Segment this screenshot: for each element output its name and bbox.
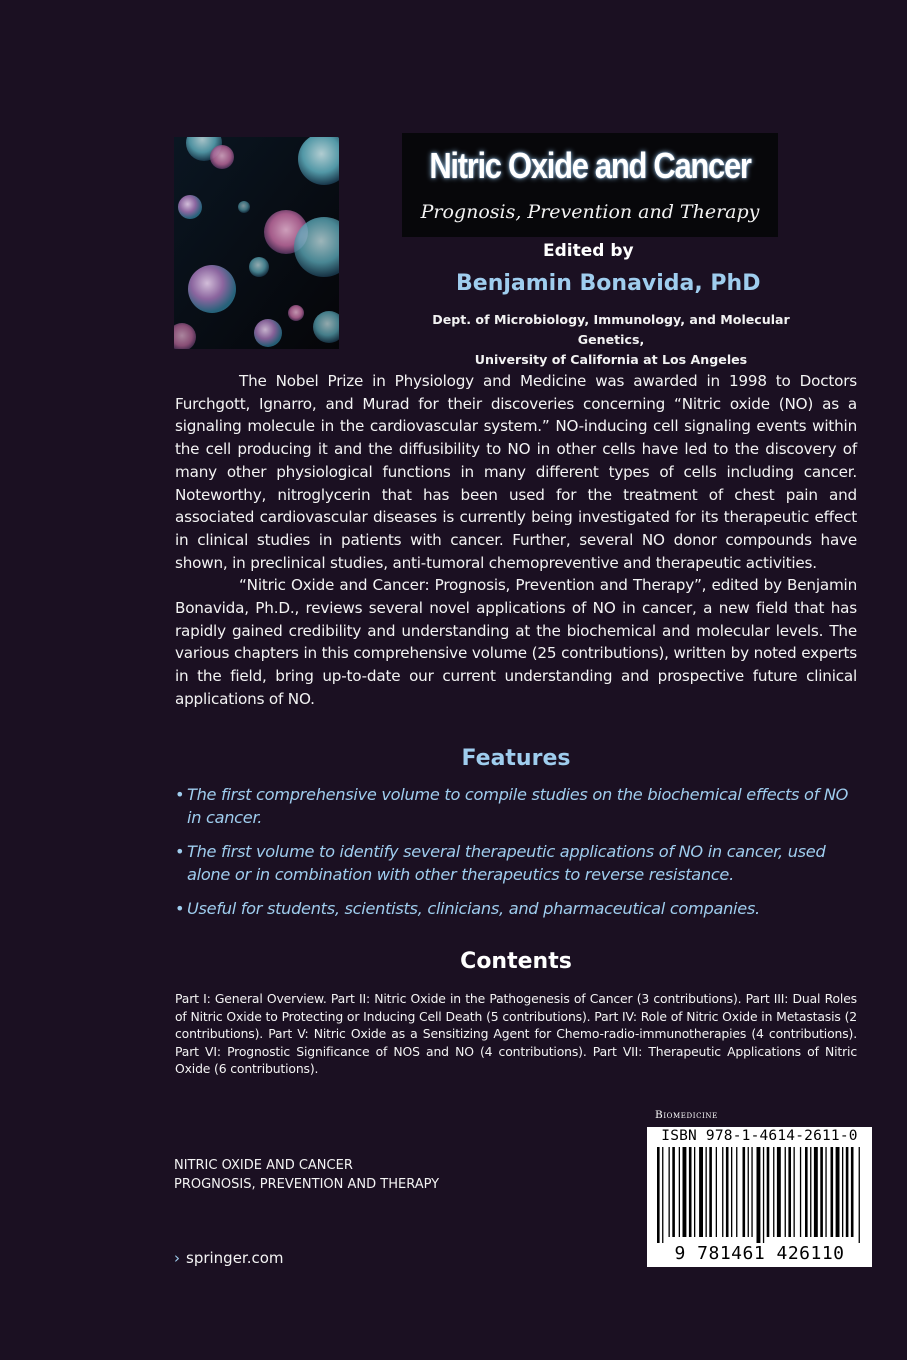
book-subtitle: Prognosis, Prevention and Therapy	[420, 201, 760, 223]
feature-text: The first comprehensive volume to compile studies on the biochemical effects of NO in cancer.	[187, 785, 849, 827]
barcode-bar	[751, 1147, 752, 1237]
barcode-bar	[846, 1147, 849, 1237]
springer-link[interactable]	[174, 1249, 284, 1267]
list-item	[175, 783, 857, 829]
barcode-bar	[716, 1147, 717, 1237]
list-item	[175, 897, 857, 920]
book-title: Nitric Oxide and Cancer	[429, 145, 751, 186]
series-label: Biomedicine	[655, 1109, 718, 1121]
barcode-bar	[731, 1147, 732, 1237]
affiliation-line: University of California at Los Angeles	[474, 352, 748, 367]
editor-affiliation	[402, 310, 820, 370]
footer-title-line: PROGNOSIS, PREVENTION AND THERAPY	[174, 1177, 440, 1192]
barcode-bar	[814, 1147, 818, 1237]
barcode-bar	[683, 1147, 687, 1237]
description-paragraph: The Nobel Prize in Physiology and Medicine was awarded in 1998 to Doctors Furchgott, Ignarro, and Murad for their discoveries concerning “Nitric oxide (NO) as a signaling molecule in the cardiovascular system.” NO-inducing cell signaling events within the cell producing it and the diffusibility to NO in other cells have led to the discovery of many other physiological functions in many different types of cells including cancer. Noteworthy, nitroglycerin that has been used for the treatment of chest pain and associated cardiovascular diseases is currently being investigated for its therapeutic effect in clinical studies in patients with cancer. Further, several NO donor compounds have shown, in preclinical studies, anti-tumoral chemopreventive and therapeutic activities.	[175, 372, 857, 572]
barcode-bar	[722, 1147, 723, 1237]
barcode-bar	[743, 1147, 746, 1237]
barcode-bar	[859, 1147, 860, 1243]
contents-text: Part I: General Overview. Part II: Nitric Oxide in the Pathogenesis of Cancer (3 contributions). Part III: Dual Roles of Nitric Oxide to Protecting or Inducing Cell Death (5 contributions). Part IV: Role of Nitric Oxide in Metastasis (2 contributions). Part V: Nitric Oxide as a Sensitizing Agent for Chemo-radio-immunotherapies (4 contributions). Part VI: Prognostic Significance of NOS and NO (4 contributions). Part VII: Therapeutic Applications of Nitric Oxide (6 contributions).	[175, 991, 857, 1077]
barcode-bar	[810, 1147, 811, 1237]
barcode-bar	[757, 1147, 761, 1243]
footer-title	[174, 1156, 439, 1194]
barcode-bar	[679, 1147, 680, 1237]
barcode-bar	[706, 1147, 707, 1237]
barcode-bar	[777, 1147, 781, 1237]
springer-link-text: springer.com	[186, 1249, 284, 1267]
barcode-bar	[657, 1147, 660, 1243]
barcode-bar	[800, 1147, 801, 1237]
barcode-bar	[842, 1147, 843, 1237]
barcode-digits: 9 781461 426110	[674, 1243, 845, 1264]
contents-heading: Contents	[460, 949, 572, 974]
barcode-bar	[836, 1147, 840, 1237]
editor-name: Benjamin Bonavida, PhD	[456, 271, 761, 296]
bullet: •	[175, 785, 185, 804]
bullet: •	[175, 842, 185, 861]
edited-by-label: Edited by	[543, 241, 634, 261]
barcode-bar	[805, 1147, 808, 1237]
barcode-bar	[820, 1147, 823, 1237]
barcode-bar	[662, 1147, 663, 1243]
barcode-bar	[851, 1147, 854, 1237]
chevron-right-icon: ›	[174, 1249, 180, 1267]
footer-title-line: NITRIC OXIDE AND CANCER	[174, 1158, 353, 1173]
barcode-bar	[794, 1147, 795, 1237]
barcode-bar	[699, 1147, 703, 1237]
barcode-bar	[767, 1147, 770, 1237]
barcode-bar	[748, 1147, 749, 1237]
description	[175, 370, 857, 711]
barcode-bars	[655, 1147, 864, 1243]
feature-text: The first volume to identify several therapeutic applications of NO in cancer, used alone or in combination with other therapeutics to reverse resistance.	[187, 842, 826, 884]
features-heading: Features	[461, 746, 571, 771]
affiliation-line: Dept. of Microbiology, Immunology, and Molecular Genetics,	[432, 312, 790, 347]
barcode-bar	[825, 1147, 826, 1237]
description-paragraph: “Nitric Oxide and Cancer: Prognosis, Prevention and Therapy”, edited by Benjamin Bonavida, Ph.D., reviews several novel applications of NO in cancer, a new field that has rapidly gained credibility and understanding at the biochemical and molecular levels. The various chapters in this comprehensive volume (25 contributions), written by noted experts in the field, bring up-to-date our current understanding and prospective future clinical applications of NO.	[175, 576, 857, 708]
barcode-bar	[726, 1147, 729, 1237]
barcode-bar	[773, 1147, 774, 1237]
feature-text: Useful for students, scientists, clinicians, and pharmaceutical companies.	[187, 899, 760, 918]
cancer-cells-image	[174, 137, 339, 349]
barcode-bar	[669, 1147, 670, 1237]
barcode-bar	[736, 1147, 737, 1237]
barcode-bar	[788, 1147, 791, 1237]
isbn-barcode	[647, 1127, 872, 1267]
title-banner	[402, 133, 778, 237]
barcode-bar	[689, 1147, 692, 1237]
bullet: •	[175, 899, 185, 918]
barcode-bar	[709, 1147, 712, 1237]
barcode-bar	[694, 1147, 695, 1237]
list-item	[175, 840, 857, 886]
features-list	[175, 783, 857, 931]
barcode-bar	[785, 1147, 786, 1237]
barcode-bar	[763, 1147, 764, 1243]
barcode-bar	[831, 1147, 834, 1237]
barcode-bar	[672, 1147, 675, 1237]
isbn-number: ISBN 978-1-4614-2611-0	[661, 1128, 858, 1144]
